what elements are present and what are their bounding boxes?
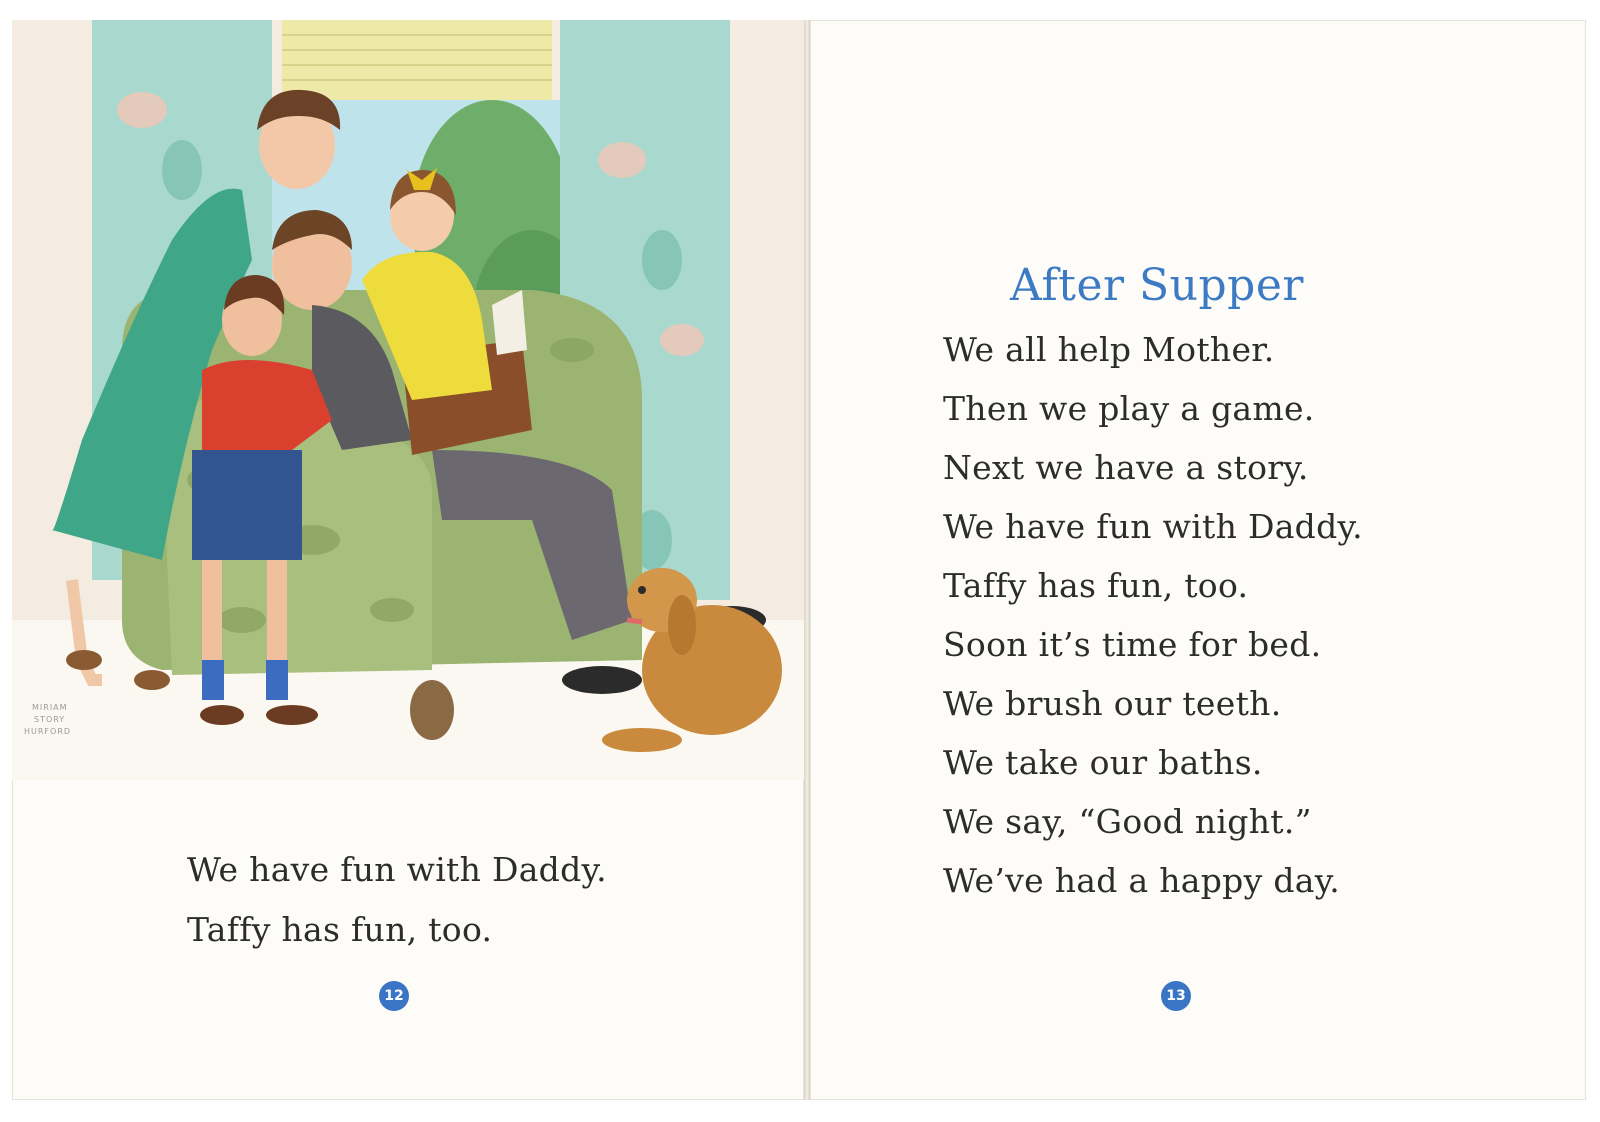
story-line: Taffy has fun, too.	[943, 566, 1249, 605]
story-line: We’ve had a happy day.	[943, 861, 1341, 900]
story-line: We have fun with Daddy.	[943, 507, 1363, 546]
page-number-badge: 12	[379, 981, 409, 1011]
right-page	[810, 20, 1586, 1100]
story-text	[943, 320, 1363, 910]
caption-line-1: We have fun with Daddy.	[187, 850, 607, 889]
story-line: We all help Mother.	[943, 330, 1275, 369]
story-line: We say, “Good night.”	[943, 802, 1312, 841]
story-line: We take our baths.	[943, 743, 1263, 782]
story-line: We brush our teeth.	[943, 684, 1282, 723]
caption-line-2: Taffy has fun, too.	[187, 910, 493, 949]
story-line: Next we have a story.	[943, 448, 1309, 487]
story-line: Soon it’s time for bed.	[943, 625, 1322, 664]
svg-text:HURFORD: HURFORD	[24, 727, 72, 736]
story-line: Then we play a game.	[943, 389, 1315, 428]
left-page	[12, 20, 804, 1100]
page-number-badge: 13	[1161, 981, 1191, 1011]
family-reading-illustration	[12, 20, 804, 780]
svg-text:MIRIAM: MIRIAM	[32, 703, 68, 712]
svg-text:STORY: STORY	[34, 715, 66, 724]
story-title: After Supper	[1010, 260, 1304, 311]
